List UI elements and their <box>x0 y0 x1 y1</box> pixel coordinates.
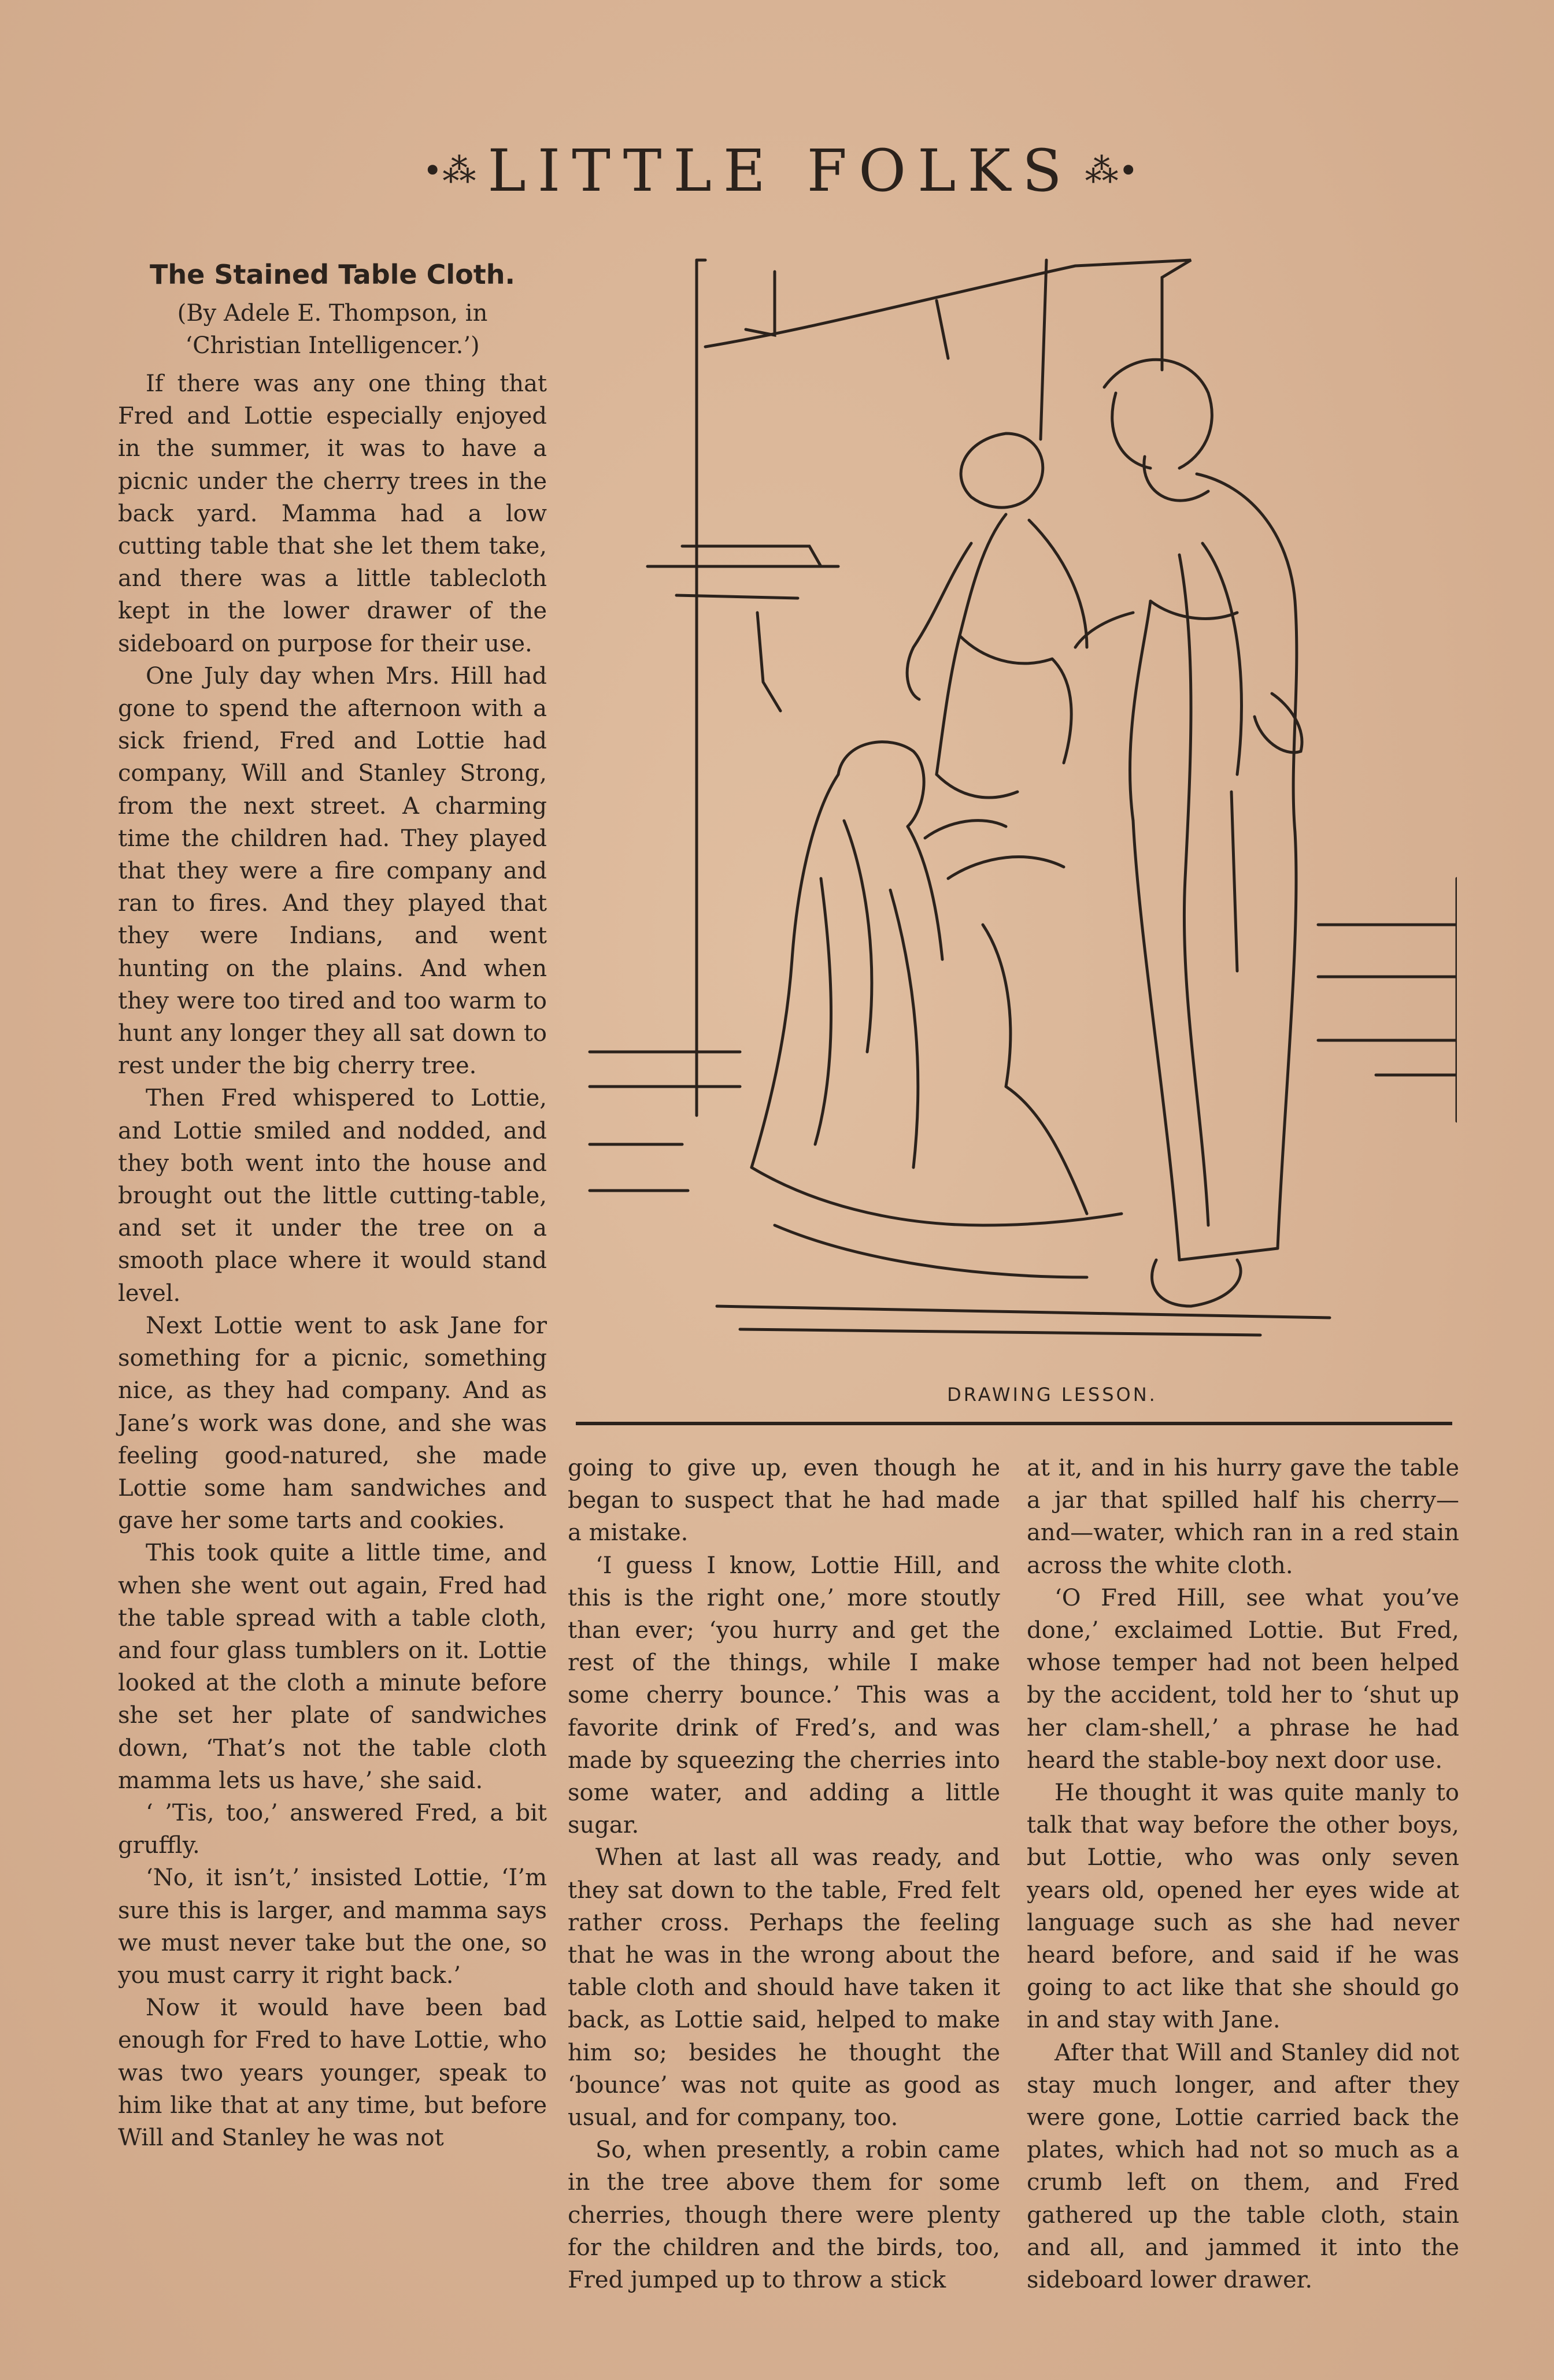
paragraph: ‘ ’Tis, too,’ answered Fred, a bit gruffly. <box>118 1799 547 1859</box>
paragraph: ‘O Fred Hill, see what you’ve done,’ exclaimed Lottie. But Fred, whose temper had not been helped by the accident, told her to ‘shut up her clam-shell,’ a phrase he had heard the stable-boy next door use. <box>1027 1584 1459 1774</box>
paragraph: One July day when Mrs. Hill had gone to spend the afternoon with a sick friend, Fred and Lottie had company, Will and Stanley Strong, from the next street. A charming time the children had. They played that they were a fire company and ran to fires. And they played that they were Indians, and went hunting on the plains. And when they were too tired and too warm to hunt any longer they all sat down to rest under the big cherry tree. <box>118 662 547 1080</box>
paragraph: at it, and in his hurry gave the table a jar that spilled half his cherry—and—water, which ran in a red stain across the white cloth. <box>1027 1455 1459 1579</box>
paragraph: After that Will and Stanley did not stay much longer, and after they were gone, Lottie carried back the plates, which had not so much as a crumb left on them, and Fred gathered up the table cloth, stain and all, and jammed it into the sideboard lower drawer. <box>1027 2039 1459 2294</box>
paragraph: Next Lottie went to ask Jane for something for a picnic, something nice, as they had company. And as Jane’s work was done, and she was feeling good-natured, she made Lottie some ham sandwiches and gave her some tarts and cookies. <box>118 1312 547 1534</box>
column-divider-rule <box>576 1422 1452 1425</box>
column-2 <box>568 1452 1000 2296</box>
illustration-caption: DRAWING LESSON. <box>947 1384 1157 1406</box>
paragraph: ‘I guess I know, Lottie Hill, and this is the right one,’ more stoutly than ever; ‘you hurry and get the rest of the things, while I make some cherry bounce.’ This was a favorite drink of Fred’s, and was made by squeezing the cherries into some water, and adding a little sugar. <box>568 1552 1000 1839</box>
left-ornament: •⁂ <box>423 151 476 190</box>
story-byline: (By Adele E. Thompson, in ‘Christian Intelligencer.’) <box>177 300 488 359</box>
paragraph: So, when presently, a robin came in the tree above them for some cherries, though there were plenty for the children and the birds, too, Fred jumped up to throw a stick <box>568 2137 1000 2294</box>
section-title: LITTLE FOLKS <box>487 136 1074 205</box>
paragraph: When at last all was ready, and they sat down to the table, Fred felt rather cross. Perhaps the feeling that he was in the wrong about the table cloth and should have taken it back, as Lottie said, helped to make him so; besides he thought the ‘bounce’ was not quite as good as usual, and for company, too. <box>568 1844 1000 2131</box>
paragraph: If there was any one thing that Fred and Lottie especially enjoyed in the summer, it was to have a picnic under the cherry trees in the back yard. Mamma had a low cutting table that she let them take, and there was a little tablecloth kept in the lower drawer of the sideboard on purpose for their use. <box>118 370 547 657</box>
paragraph: He thought it was quite manly to talk that way before the other boys, but Lottie, who was only seven years old, opened her eyes wide at language such as she had never heard before, and said if he was going to act like that she should go in and stay with Jane. <box>1027 1780 1459 2034</box>
drawing-lesson-illustration <box>567 243 1457 1376</box>
column-3 <box>1027 1452 1459 2296</box>
story-title: The Stained Table Cloth. <box>150 259 515 290</box>
paragraph: ‘No, it isn’t,’ insisted Lottie, ‘I’m sure this is larger, and mamma says we must never take but the one, so you must carry it right back.’ <box>118 1864 547 1989</box>
paragraph: Now it would have been bad enough for Fred to have Lottie, who was two years younger, speak to him like that at any time, but before Will and Stanley he was not <box>118 1995 547 2151</box>
right-ornament: ⁂• <box>1085 151 1138 190</box>
column-1 <box>118 254 547 2154</box>
masthead <box>347 136 1214 205</box>
paragraph: Then Fred whispered to Lottie, and Lottie smiled and nodded, and they both went into the house and brought out the little cutting-table, and set it under the tree on a smooth place where it would stand level. <box>118 1085 547 1307</box>
paragraph: going to give up, even though he began to suspect that he had made a mistake. <box>568 1455 1000 1547</box>
paragraph: This took quite a little time, and when she went out again, Fred had the table spread with a table cloth, and four glass tumblers on it. Lottie looked at the cloth a minute before she set her plate of sandwiches down, ‘That’s not the table cloth mamma lets us have,’ she said. <box>118 1540 547 1794</box>
